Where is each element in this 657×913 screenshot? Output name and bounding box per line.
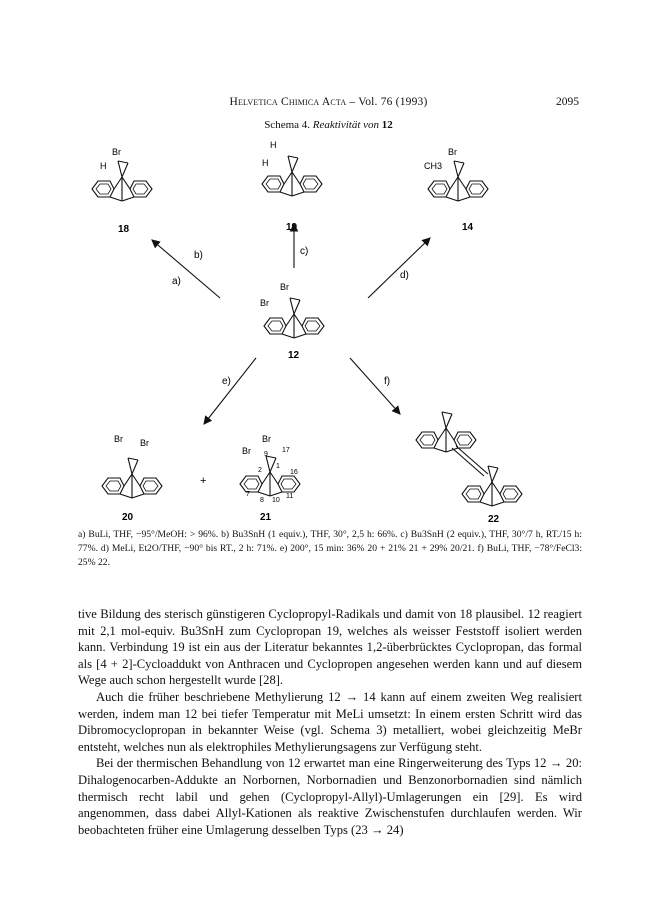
compound-label-12: 12 — [288, 350, 300, 361]
atom-br-top: Br — [280, 282, 289, 292]
compound-label-21: 21 — [260, 512, 272, 523]
compound-label-18: 18 — [118, 224, 130, 235]
reaction-scheme — [60, 132, 600, 527]
atom-h: H — [100, 161, 107, 171]
compound-label-14: 14 — [462, 222, 474, 233]
atom-br: Br — [112, 147, 121, 157]
locant-2: 2 — [258, 467, 262, 474]
scheme-title — [0, 119, 657, 131]
scheme-footnote: a) BuLi, THF, −95°/MeOH: > 96%. b) Bu3SnH (1 equiv.), THF, 30°, 2,5 h: 66%. c) Bu3SnH (2 equiv.), THF, 30°/7 h, RT./15 h: 77%. d) MeLi, Et2O/THF, −90° bis RT., 2 h: 71%. e) 200°, 15 min: 36% 20 + 21% 21 + 29% 20/21. f) BuLi, THF, −78°/FeCl3: 25% 22. — [78, 529, 582, 568]
arrow-label-e: e) — [222, 376, 231, 387]
atom-br: Br — [448, 147, 457, 157]
plus-sign: + — [200, 475, 207, 487]
structure-14 — [424, 147, 488, 201]
arrow-f — [350, 358, 400, 414]
scheme-label: Schema 4. — [264, 119, 313, 131]
atom-h-left: H — [262, 158, 269, 168]
locant-8: 8 — [260, 497, 264, 504]
paragraph: Auch die früher beschriebene Methylierung 12 → 14 kann auf einem zweiten Weg realisiert werden, indem man 12 bei tiefer Temperatur mit MeLi umsetzt: In einem ersten Schritt wird das Dibromocyclopropan in bekannter Weise (vgl. Schema 3) metalliert, wobei gleichzeitig MeBr entsteht, welches nun als elektrophiles Methylierungsagens zur Verfügung steht. — [78, 689, 582, 754]
arrow-label-f: f) — [384, 376, 391, 387]
locant-1: 1 — [276, 463, 280, 470]
structure-22 — [416, 412, 522, 506]
atom-br-right: Br — [140, 438, 149, 448]
compound-label-19: 19 — [286, 222, 298, 233]
paragraph: Bei der thermischen Behandlung von 12 erwartet man eine Ringerweiterung des Typs 12 → 20: Dihalogenocarben-Addukte an Norbornen, Norbornadien und Benzonorbornadien sind nämlich thermisch recht labil und gehen (Cyclopropyl-Allyl)-Umlagerungen ein [29]. Es wird angenommen, dass dabei Allyl-Kationen als reaktive Zwischenstufen durchlaufen werden. Wir beobachteten früher eine Umlagerung desselben Typs (23 → 24) — [78, 756, 582, 837]
arrow-a-b — [152, 240, 220, 298]
atom-br-left: Br — [114, 434, 123, 444]
group-ch3: CH3 — [424, 161, 443, 171]
compound-label-20: 20 — [122, 512, 134, 523]
locant-17: 17 — [282, 447, 290, 454]
journal-name: Helvetica Chimica Acta — [229, 96, 347, 108]
scheme-compound-ref: 12 — [381, 119, 393, 131]
structure-12 — [260, 282, 324, 338]
structure-21 — [240, 434, 300, 504]
locant-10: 10 — [272, 497, 280, 504]
compound-label-22: 22 — [488, 514, 500, 525]
body-text — [78, 606, 582, 838]
atom-br-left: Br — [260, 298, 269, 308]
structure-18 — [92, 147, 152, 201]
journal-volume: – Vol. 76 (1993) — [346, 96, 428, 108]
arrow-label-c: c) — [300, 246, 309, 257]
arrow-label-d: d) — [400, 270, 409, 281]
scheme-caption: Reaktivität von — [312, 119, 382, 131]
structure-19 — [262, 140, 322, 196]
arrow-d — [368, 238, 430, 298]
locant-9: 9 — [264, 451, 268, 458]
running-header — [0, 96, 657, 112]
locant-16: 16 — [290, 469, 298, 476]
locant-7: 7 — [246, 491, 250, 498]
atom-h-top: H — [270, 140, 277, 150]
structure-20 — [102, 434, 162, 498]
arrow-label-a: a) — [172, 276, 181, 287]
page-number: 2095 — [556, 96, 579, 108]
atom-br-left: Br — [242, 446, 251, 456]
paragraph: tive Bildung des sterisch günstigeren Cyclopropyl-Radikals und damit von 18 plausibel. 12 reagiert mit 2,1 mol-equiv. Bu3SnH zum Cyclopropan 19, welches als weisser Feststoff isoliert werden kann. Verbindung 19 ist ein aus der Literatur bekanntes 1,2-überbrücktes Cyclopropan, das formal als [4 + 2]-Cycloaddukt von Anthracen und Cyclopropen angesehen werden kann und auf diesem Wege auch schon hergestellt wurde [28]. — [78, 607, 582, 688]
atom-br-top: Br — [262, 434, 271, 444]
locant-11: 11 — [286, 493, 294, 500]
arrow-e — [204, 358, 256, 424]
arrow-label-b: b) — [194, 250, 203, 261]
